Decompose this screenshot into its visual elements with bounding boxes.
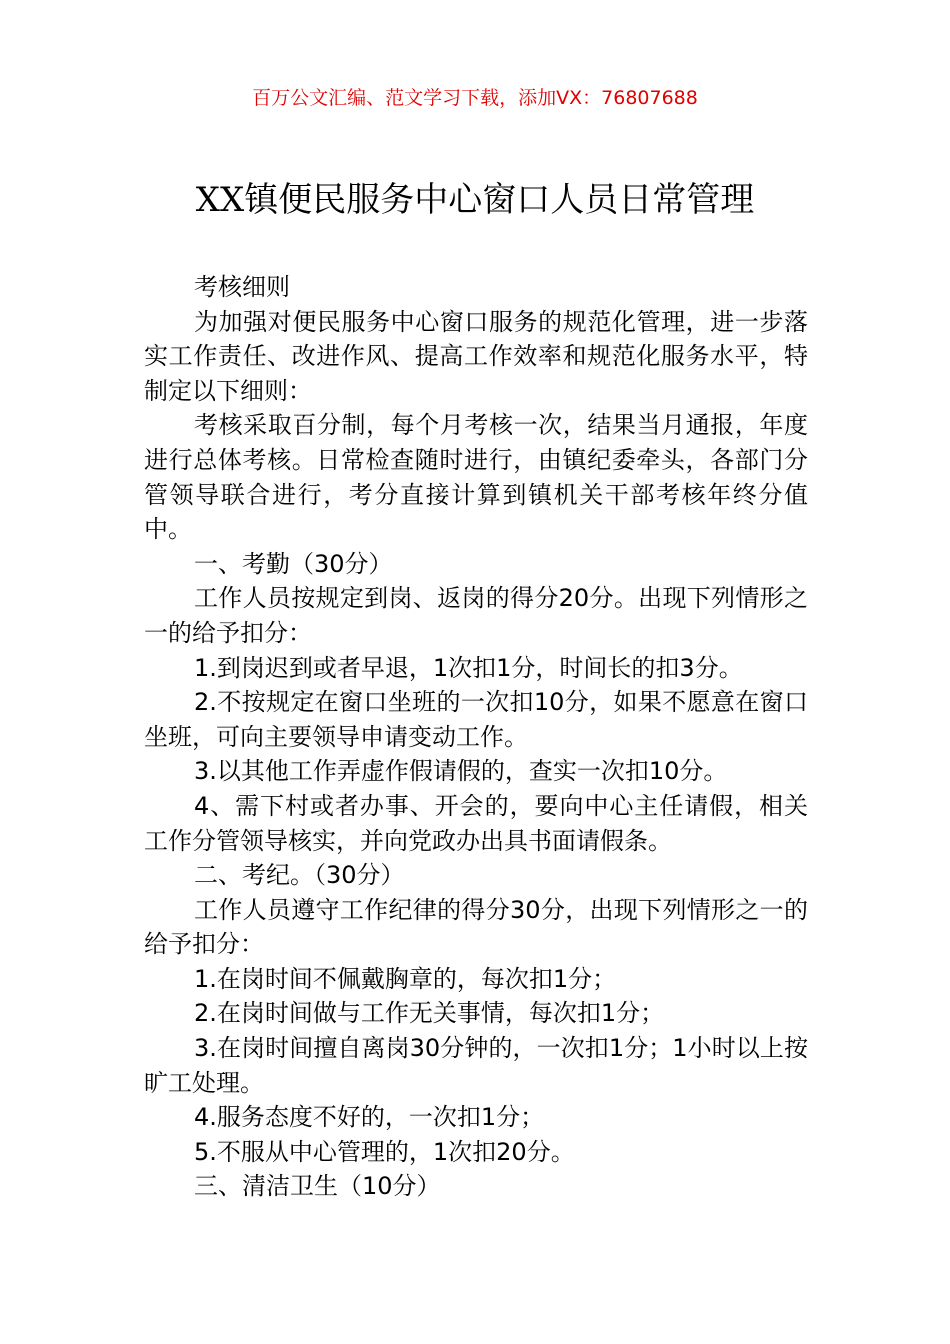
list-item: 4、需下村或者办事、开会的，要向中心主任请假，相关工作分管领导核实，并向党政办出具书面请假条。 bbox=[144, 791, 808, 855]
document-body bbox=[144, 270, 808, 1204]
paragraph: 为加强对便民服务中心窗口服务的规范化管理，进一步落实工作责任、改进作风、提高工作效率和规范化服务水平，特制定以下细则： bbox=[144, 307, 808, 405]
list-item: 3.在岗时间擅自离岗30分钟的，一次扣1分；1小时以上按旷工处理。 bbox=[144, 1034, 808, 1097]
document-title: XX镇便民服务中心窗口人员日常管理 bbox=[195, 180, 755, 220]
header-note: 百万公文汇编、范文学习下载，添加VX：76807688 bbox=[252, 87, 698, 109]
section-heading: 三、清洁卫生（10分） bbox=[194, 1172, 441, 1201]
list-item: 1.在岗时间不佩戴胸章的，每次扣1分； bbox=[194, 964, 617, 993]
list-item: 3.以其他工作弄虚作假请假的，查实一次扣10分。 bbox=[194, 757, 728, 786]
list-item: 2.在岗时间做与工作无关事情，每次扣1分； bbox=[194, 999, 665, 1028]
section-subtitle: 考核细则 bbox=[194, 273, 290, 301]
paragraph: 工作人员遵守工作纪律的得分30分，出现下列情形之一的给予扣分： bbox=[144, 895, 808, 959]
section-heading: 一、考勤（30分） bbox=[194, 549, 393, 578]
list-item: 2.不按规定在窗口坐班的一次扣10分，如果不愿意在窗口坐班，可向主要领导申请变动工作。 bbox=[144, 688, 808, 751]
list-item: 5.不服从中心管理的，1次扣20分。 bbox=[194, 1137, 575, 1166]
paragraph: 工作人员按规定到岗、返岗的得分20分。出现下列情形之一的给予扣分： bbox=[144, 584, 808, 647]
list-item: 4.服务态度不好的，一次扣1分； bbox=[194, 1103, 545, 1132]
paragraph: 考核采取百分制，每个月考核一次，结果当月通报，年度进行总体考核。日常检查随时进行，由镇纪委牵头，各部门分管领导联合进行，考分直接计算到镇机关干部考核年终分值中。 bbox=[144, 411, 808, 544]
section-heading: 二、考纪。（30分） bbox=[194, 861, 405, 890]
list-item: 1.到岗迟到或者早退，1次扣1分，时间长的扣3分。 bbox=[194, 653, 743, 682]
